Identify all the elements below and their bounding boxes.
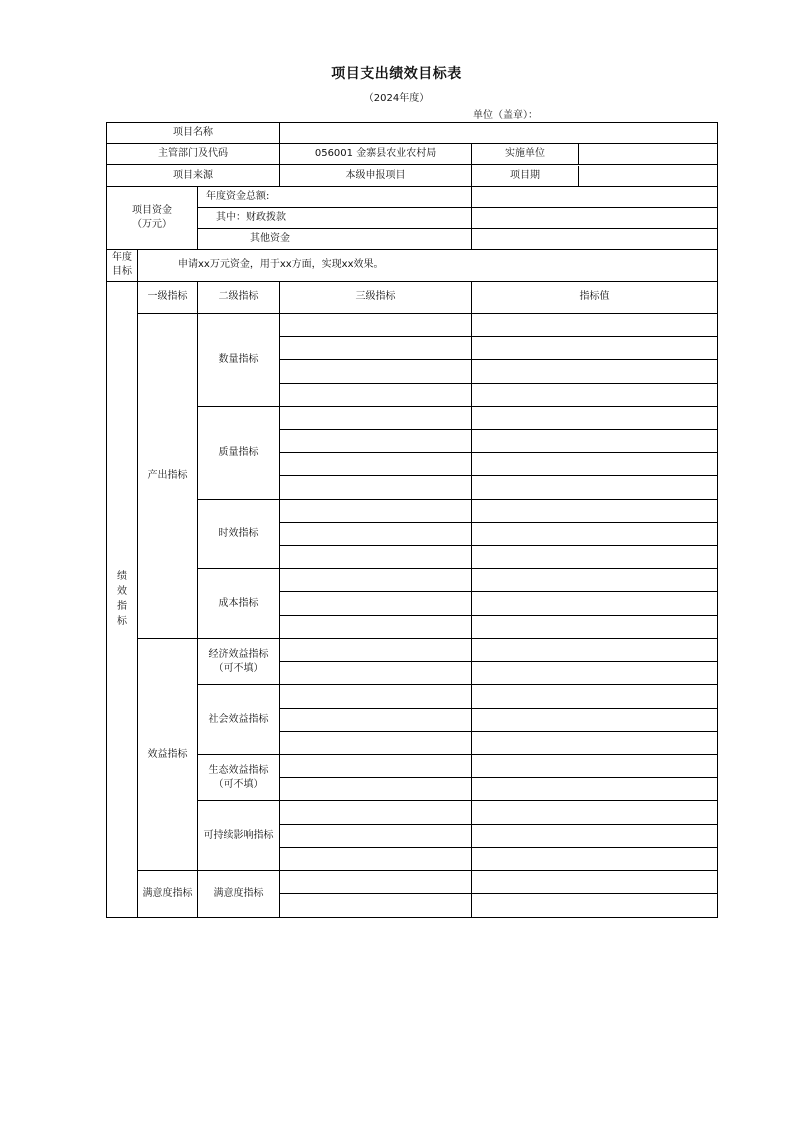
indicator-value-cell[interactable] [472,337,718,360]
indicator-value-cell[interactable] [472,592,718,615]
indicator-row [107,871,718,894]
level3-indicator-cell[interactable] [280,615,472,638]
dept-label: 主管部门及代码 [107,144,280,165]
col-level2-header: 二级指标 [198,281,280,313]
social-benefit-label-line-1: 社会效益指标 [208,713,269,725]
level3-indicator-cell[interactable] [280,383,472,406]
funds-total-value[interactable] [472,186,718,207]
indicator-value-cell[interactable] [472,708,718,731]
indicator-value-cell[interactable] [472,685,718,708]
quality-indicator-label-line-1: 质量指标 [218,446,259,458]
ecological-benefit-label-line-2: （可不填） [213,778,264,790]
year-subtitle: （2024年度） [363,93,430,104]
indicator-row [107,638,718,661]
funds-other-label: 其他资金 [198,229,472,250]
source-value[interactable]: 本级申报项目 [280,165,472,186]
level3-indicator-cell[interactable] [280,731,472,754]
period-cell [472,165,718,186]
performance-side-label [107,281,138,917]
dept-value-text: 056001 金寨县农业农村局 [314,148,437,160]
source-label: 项目来源 [107,165,280,186]
impl-unit-value[interactable] [579,144,717,164]
indicator-row [107,569,718,592]
sustainable-impact-label [198,801,280,871]
quality-indicator-label [198,406,280,499]
level3-indicator-cell[interactable] [280,708,472,731]
level3-indicator-cell[interactable] [280,685,472,708]
indicator-value-cell[interactable] [472,383,718,406]
level3-indicator-cell[interactable] [280,801,472,824]
level3-indicator-cell[interactable] [280,847,472,870]
level3-indicator-cell[interactable] [280,894,472,918]
indicator-value-cell[interactable] [472,522,718,545]
unit-seal-label: 单位（盖章）： [473,110,538,121]
funds-fiscal-value[interactable] [472,207,718,228]
funds-total-label: 年度资金总额: [198,186,472,207]
col-level1-header: 一级指标 [138,281,198,313]
indicator-value-cell[interactable] [472,801,718,824]
level3-indicator-cell[interactable] [280,337,472,360]
level3-indicator-cell[interactable] [280,429,472,452]
indicator-value-cell[interactable] [472,847,718,870]
level3-indicator-cell[interactable] [280,778,472,801]
impl-unit-label: 实施单位 [472,144,579,164]
period-label: 项目期 [472,166,579,186]
funds-label [107,186,198,250]
indicator-row [107,755,718,778]
cost-indicator-label [198,569,280,639]
indicator-value-cell[interactable] [472,894,718,918]
satisfaction-sub-label [198,871,280,918]
indicator-value-cell[interactable] [472,476,718,499]
level3-indicator-cell[interactable] [280,453,472,476]
indicator-value-cell[interactable] [472,429,718,452]
indicator-value-cell[interactable] [472,778,718,801]
indicator-row [107,499,718,522]
indicator-value-cell[interactable] [472,615,718,638]
annual-goal-text[interactable]: 申请xx万元资金，用于xx方面，实现xx效果。 [138,250,718,281]
indicator-row [107,685,718,708]
page-title: 项目支出绩效目标表 [331,66,462,82]
satisfaction-sub-label-line-1: 满意度指标 [213,888,264,900]
indicator-value-cell[interactable] [472,406,718,429]
ecological-benefit-label [198,755,280,801]
indicator-row [107,801,718,824]
level3-indicator-cell[interactable] [280,755,472,778]
level3-indicator-cell[interactable] [280,406,472,429]
benefit-indicator-label: 效益指标 [138,638,198,870]
indicator-value-cell[interactable] [472,360,718,383]
indicator-row [107,313,718,336]
indicator-value-cell[interactable] [472,313,718,336]
level3-indicator-cell[interactable] [280,522,472,545]
side-char-2: 效 [117,586,127,598]
indicator-value-cell[interactable] [472,755,718,778]
annual-goal-label-line2: 目标 [112,266,132,278]
funds-other-value[interactable] [472,229,718,250]
social-benefit-label [198,685,280,755]
annual-goal-label [107,250,138,281]
side-char-1: 绩 [117,571,127,583]
economic-benefit-label [198,638,280,684]
annual-goal-label-line1: 年度 [112,252,132,264]
level3-indicator-cell[interactable] [280,569,472,592]
sustainable-impact-label-line-1: 可持续影响指标 [203,829,274,841]
level3-indicator-cell[interactable] [280,638,472,661]
level3-indicator-cell[interactable] [280,360,472,383]
funds-label-line2: （万元） [132,218,172,230]
economic-benefit-label-line-1: 经济效益指标 [208,648,269,660]
indicator-value-cell[interactable] [472,731,718,754]
level3-indicator-cell[interactable] [280,592,472,615]
indicator-value-cell[interactable] [472,546,718,569]
cost-indicator-label-line-1: 成本指标 [218,597,259,609]
project-name-value[interactable] [280,123,718,144]
performance-goal-table [106,122,718,918]
quantity-indicator-label [198,313,280,406]
quantity-indicator-label-line-1: 数量指标 [218,353,259,365]
level3-indicator-cell[interactable] [280,662,472,685]
level3-indicator-cell[interactable] [280,499,472,522]
indicator-value-cell[interactable] [472,871,718,894]
indicator-value-cell[interactable] [472,824,718,847]
impl-unit-cell [472,144,718,165]
funds-fiscal-label: 其中：财政拨款 [198,207,472,228]
side-char-3: 指 [117,601,127,613]
indicator-value-cell[interactable] [472,638,718,661]
period-value[interactable] [579,166,717,186]
level3-indicator-cell[interactable] [280,824,472,847]
level3-indicator-cell[interactable] [280,871,472,894]
side-char-4: 标 [117,616,127,628]
satisfaction-indicator-label: 满意度指标 [138,871,198,918]
indicator-row [107,406,718,429]
level3-indicator-cell[interactable] [280,476,472,499]
indicator-value-cell[interactable] [472,499,718,522]
indicator-value-cell[interactable] [472,569,718,592]
project-name-label: 项目名称 [107,123,280,144]
col-level3-header: 三级指标 [280,281,472,313]
level3-indicator-cell[interactable] [280,313,472,336]
indicator-value-cell[interactable] [472,662,718,685]
level3-indicator-cell[interactable] [280,546,472,569]
funds-label-line1: 项目资金 [132,204,172,216]
output-indicator-label: 产出指标 [138,313,198,638]
ecological-benefit-label-line-1: 生态效益指标 [208,764,269,776]
timeliness-indicator-label-line-1: 时效指标 [218,527,259,539]
col-value-header: 指标值 [472,281,718,313]
economic-benefit-label-line-2: （可不填） [213,662,264,674]
timeliness-indicator-label [198,499,280,569]
indicator-value-cell[interactable] [472,453,718,476]
dept-value[interactable] [280,144,472,165]
